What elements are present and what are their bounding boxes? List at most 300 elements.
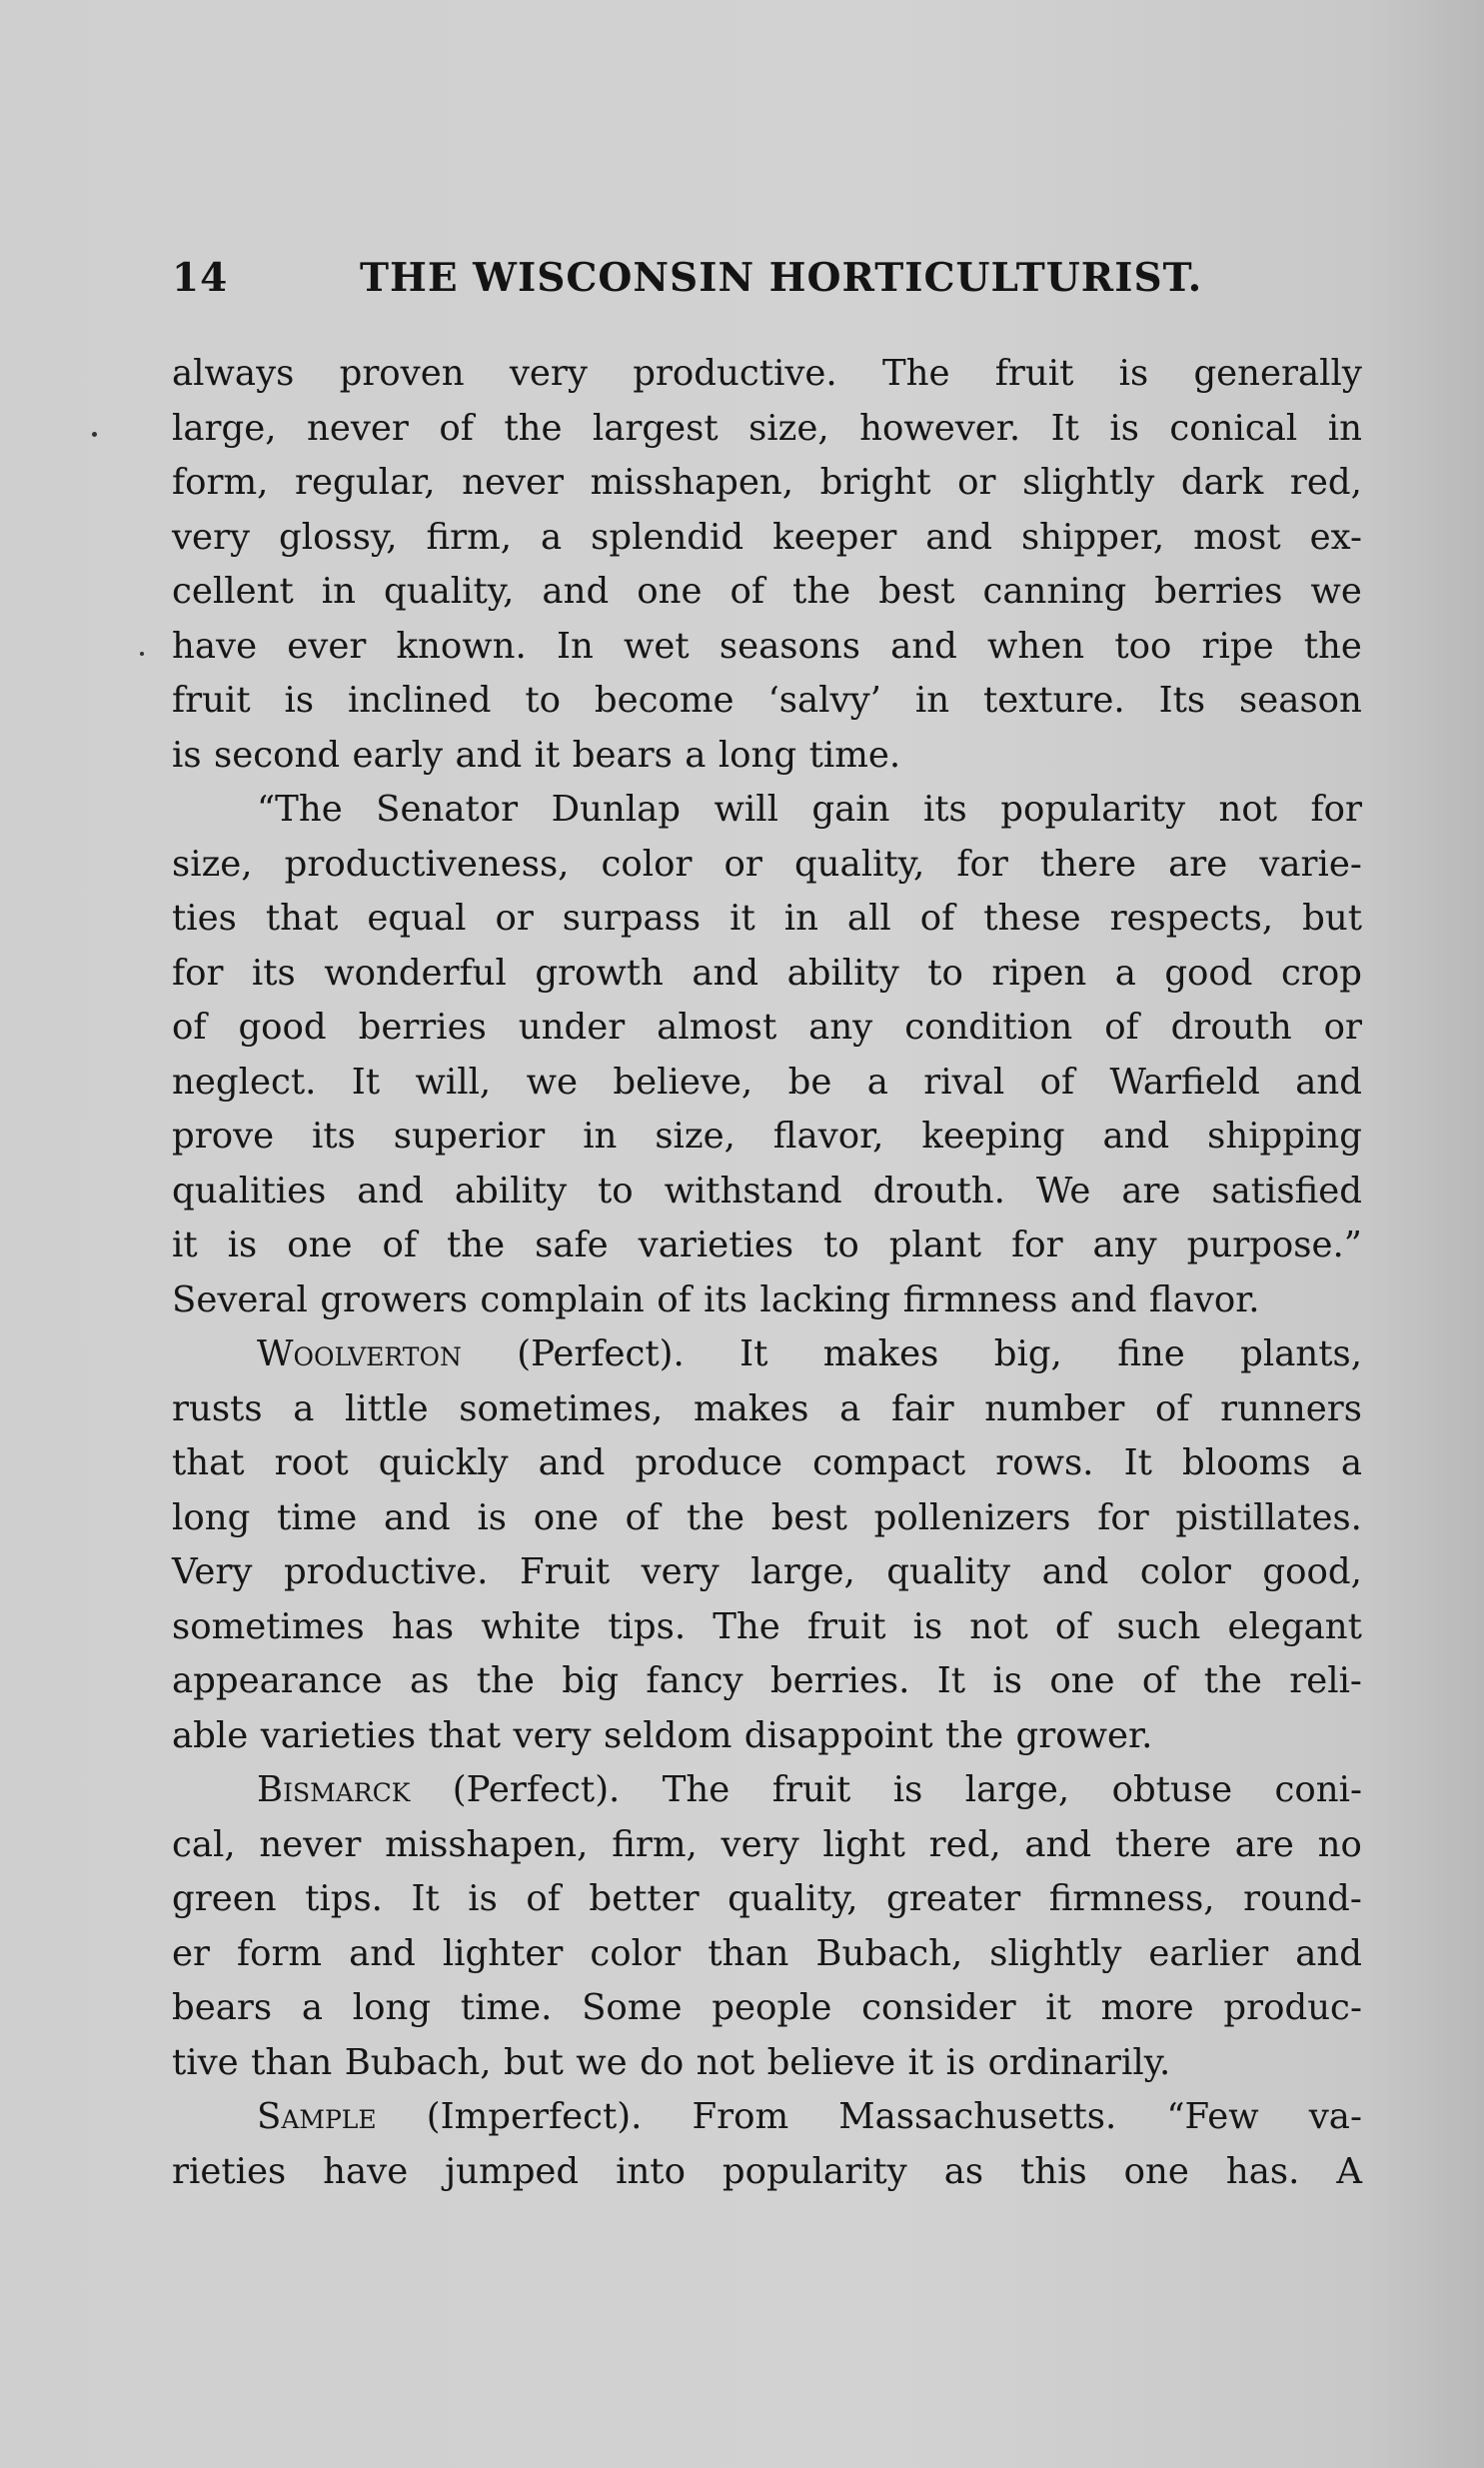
word: berries. (769, 1660, 910, 1701)
word: of (382, 1225, 417, 1265)
word: light (822, 1823, 905, 1865)
word: and (384, 1496, 451, 1538)
word: for (956, 843, 1008, 885)
word: Its (1158, 680, 1206, 721)
text-line (172, 1927, 1362, 1982)
word: reli- (1289, 1660, 1362, 1701)
word: one (1049, 1660, 1115, 1701)
word: we (576, 2041, 628, 2083)
word: popularity (722, 2150, 907, 2192)
word: equal (367, 898, 467, 939)
word: jumped (445, 2150, 580, 2192)
word: to (823, 1225, 859, 1265)
word: fruit (172, 680, 251, 721)
word: form (236, 1932, 323, 1974)
text-line (172, 674, 1362, 729)
word: a (839, 1387, 861, 1429)
word: varie- (1259, 843, 1362, 885)
word: In (556, 625, 594, 667)
word: there (1114, 1823, 1212, 1865)
word: best (770, 1496, 847, 1538)
word: one (533, 1496, 599, 1538)
word: the (792, 571, 851, 612)
word: and (349, 1932, 416, 1974)
word: a (1340, 1442, 1362, 1483)
word: has (391, 1605, 455, 1647)
word: qualities (172, 1170, 327, 1212)
word: productive. (633, 353, 837, 394)
word: bright (819, 462, 931, 503)
word: in (583, 1116, 618, 1157)
print-speck (92, 432, 97, 437)
word: and (890, 625, 957, 667)
word: (Imperfect). (426, 2096, 643, 2137)
page-number: 14 (172, 255, 229, 301)
text-line (172, 1382, 1362, 1437)
word: of (730, 571, 765, 612)
word: any (1092, 1225, 1157, 1265)
word: it (907, 2041, 934, 2083)
word: best (878, 571, 955, 612)
text-line (172, 1001, 1362, 1056)
word: is (172, 734, 202, 776)
word: plants, (1240, 1333, 1362, 1374)
word: and (538, 1442, 606, 1483)
word: runners (1220, 1387, 1362, 1429)
word: It (1123, 1442, 1152, 1483)
word: time. (808, 734, 901, 776)
word: “Few (1166, 2096, 1259, 2137)
word: one (637, 571, 703, 612)
word: of (1054, 1605, 1090, 1647)
word: keeper (772, 516, 897, 558)
word: root (274, 1442, 349, 1483)
word: to (927, 952, 963, 994)
text-line (172, 1273, 1362, 1328)
word: it (172, 1225, 198, 1265)
word: time. (460, 1987, 553, 2028)
word: and (692, 952, 759, 994)
word: will (714, 789, 778, 830)
word: wet (624, 625, 690, 667)
word: that (172, 1442, 245, 1483)
word: such (1116, 1605, 1201, 1647)
word: one (1123, 2150, 1189, 2192)
word: It (411, 1878, 440, 1919)
word: that (428, 1714, 502, 1756)
word: will, (415, 1061, 492, 1103)
text-line (172, 947, 1362, 1002)
word: quickly (378, 1442, 509, 1483)
word: Fruit (520, 1551, 611, 1592)
word: popularity (1000, 789, 1186, 830)
word: drouth (1170, 1007, 1292, 1048)
word: quality, (793, 843, 925, 885)
word: no (1317, 1823, 1362, 1865)
word: white (481, 1605, 582, 1647)
word: early (352, 734, 444, 776)
word: makes (822, 1333, 939, 1374)
word: good (238, 1007, 327, 1048)
word: and (357, 1170, 424, 1212)
word: generally (1193, 353, 1362, 394)
word: elegant (1227, 1605, 1362, 1647)
word: misshapen, (590, 462, 794, 503)
word: and (925, 516, 992, 558)
word: produc- (1223, 1987, 1362, 2028)
word: known. (396, 625, 527, 667)
word: earlier (1148, 1932, 1269, 1974)
text-line (172, 1110, 1362, 1165)
word: is (477, 1496, 508, 1538)
word: varieties (638, 1225, 794, 1265)
word: into (616, 2150, 686, 2192)
word: we (1310, 571, 1362, 612)
word: cal, (172, 1823, 236, 1865)
word: large, (750, 1551, 855, 1592)
word: blooms (1181, 1442, 1311, 1483)
word: and (1041, 1551, 1109, 1592)
word: firmness, (1048, 1878, 1215, 1919)
word: crop (1280, 952, 1362, 994)
word: and (1295, 1061, 1362, 1103)
word: most (1193, 516, 1281, 558)
text-line (172, 1600, 1362, 1655)
word: gain (811, 789, 890, 830)
text-line (172, 1709, 1362, 1764)
word: cellent (172, 571, 294, 612)
word: of (1039, 1061, 1075, 1103)
text-line (172, 1436, 1362, 1491)
word: “The (257, 789, 343, 830)
text-line (172, 729, 1362, 784)
word: never (462, 462, 565, 503)
word: varieties (260, 1714, 417, 1756)
word: of (625, 1496, 661, 1538)
word: A (1336, 2150, 1362, 2192)
word: or (724, 843, 762, 885)
text-line (172, 620, 1362, 675)
word: proven (339, 353, 465, 394)
word: va- (1308, 2096, 1362, 2137)
word: very (513, 1714, 592, 1756)
word: do (640, 2041, 685, 2083)
word: more (1100, 1987, 1194, 2028)
word: or (1323, 1007, 1362, 1048)
text-line (172, 456, 1362, 511)
word: greater (886, 1878, 1021, 1919)
word: good, (1262, 1551, 1362, 1592)
word: its (922, 789, 967, 830)
word: able (172, 1714, 249, 1756)
word: become (594, 680, 735, 721)
word: little (345, 1387, 429, 1429)
word: the (504, 407, 563, 449)
word: tive (172, 2041, 239, 2083)
word: fruit (806, 1605, 886, 1647)
word: one (287, 1225, 353, 1265)
word: not (696, 2041, 755, 2083)
text-line (172, 892, 1362, 947)
word: lacking (759, 1278, 891, 1320)
paragraph (172, 783, 1362, 1327)
word: the (476, 1660, 535, 1701)
word: green (172, 1878, 277, 1919)
word: a (1114, 952, 1136, 994)
text-line (172, 565, 1362, 620)
word: The (881, 353, 950, 394)
word: there (1039, 843, 1137, 885)
word: splendid (591, 516, 744, 558)
word: red, (928, 1823, 1001, 1865)
word: a (685, 734, 707, 776)
word: keeping (921, 1116, 1065, 1157)
word: firmness (902, 1278, 1058, 1320)
word: or (495, 898, 534, 939)
word: coni- (1274, 1769, 1362, 1810)
word: firm, (612, 1823, 698, 1865)
word: Some (582, 1987, 683, 2028)
word: Dunlap (551, 789, 682, 830)
word: consider (861, 1987, 1016, 2028)
word: neglect. (172, 1061, 317, 1103)
word: it (1045, 1987, 1071, 2028)
word: is (284, 680, 315, 721)
word: misshapen, (385, 1823, 589, 1865)
word: rieties (172, 2150, 287, 2192)
word: wonderful (324, 952, 507, 994)
word: good (1164, 952, 1253, 994)
word: round- (1243, 1878, 1362, 1919)
word: but (1302, 898, 1362, 939)
word: glossy, (279, 516, 398, 558)
word: very (641, 1551, 720, 1592)
page-header (172, 255, 1203, 315)
word: berries (358, 1007, 487, 1048)
word: shipping (1207, 1116, 1362, 1157)
word: size, (172, 843, 253, 885)
word: ex- (1309, 516, 1362, 558)
word: flavor. (1148, 1278, 1260, 1320)
word: its (251, 952, 296, 994)
word: largest (592, 407, 719, 449)
word: very (721, 1823, 799, 1865)
word: fruit (771, 1769, 851, 1810)
word: have (323, 2150, 409, 2192)
word: withstand (664, 1170, 842, 1212)
word: color (1139, 1551, 1231, 1592)
text-line (172, 783, 1362, 838)
word: and (1024, 1823, 1092, 1865)
word: is (892, 1769, 923, 1810)
word: lighter (442, 1932, 564, 1974)
word: has. (1225, 2150, 1300, 2192)
word: pistillates. (1175, 1496, 1362, 1538)
word: tips. (608, 1605, 687, 1647)
word: is (992, 1660, 1022, 1701)
word: growers (320, 1278, 468, 1320)
word: its (312, 1116, 356, 1157)
word: its (704, 1278, 747, 1320)
word: be (787, 1061, 832, 1103)
word: for (1097, 1496, 1149, 1538)
word: number (984, 1387, 1125, 1429)
word: safe (535, 1225, 609, 1265)
text-line (172, 1491, 1362, 1546)
word: long (172, 1496, 251, 1538)
word: this (1020, 2150, 1087, 2192)
word: It (936, 1660, 966, 1701)
word: big (562, 1660, 620, 1701)
paragraph (172, 1763, 1362, 2090)
word: makes (693, 1387, 809, 1429)
word: quality, (728, 1878, 858, 1919)
word: people (712, 1987, 832, 2028)
word: condition (904, 1007, 1073, 1048)
word: rows. (995, 1442, 1094, 1483)
word: bears (572, 734, 673, 776)
word: as (410, 1660, 450, 1701)
word: From (692, 2096, 789, 2137)
word: drouth. (872, 1170, 1005, 1212)
word: the (1203, 1660, 1262, 1701)
text-line (172, 2145, 1362, 2200)
word: in (1327, 407, 1362, 449)
word: second (214, 734, 341, 776)
word: however. (859, 407, 1021, 449)
word: er (172, 1932, 210, 1974)
word: shipper, (1020, 516, 1165, 558)
word: not (1218, 789, 1278, 830)
word: all (846, 898, 891, 939)
word: compact (812, 1442, 966, 1483)
word: ordinarily. (987, 2041, 1171, 2083)
word: superior (393, 1116, 546, 1157)
word: in (914, 680, 950, 721)
word: never (306, 407, 409, 449)
word: not (969, 1605, 1028, 1647)
word: to (525, 680, 561, 721)
word: is (1109, 407, 1139, 449)
word: ability (786, 952, 899, 994)
word: Bubach, (344, 2041, 492, 2083)
word: ripen (991, 952, 1087, 994)
word: Bubach, (815, 1932, 963, 1974)
word: tips. (305, 1878, 383, 1919)
text-line (172, 1165, 1362, 1220)
word: large, (172, 407, 277, 449)
word: any (808, 1007, 873, 1048)
word: and (455, 734, 523, 776)
word: fair (890, 1387, 954, 1429)
word: ever (287, 625, 367, 667)
word: never (259, 1823, 362, 1865)
word: ability (454, 1170, 568, 1212)
word: in (321, 571, 356, 612)
word: It (1050, 407, 1079, 449)
word: color (601, 843, 693, 885)
paragraph (172, 1327, 1362, 1763)
word: when (987, 625, 1085, 667)
word: very (172, 516, 251, 558)
word: slightly (1022, 462, 1155, 503)
word: Warfield (1109, 1061, 1260, 1103)
word: is (945, 2041, 976, 2083)
word: Senator (376, 789, 519, 830)
word: pollenizers (873, 1496, 1071, 1538)
body-text (172, 347, 1362, 2199)
word: and (542, 571, 610, 612)
variety-name: Sample (257, 2096, 377, 2137)
word: firm, (426, 516, 513, 558)
word: obtuse (1111, 1769, 1233, 1810)
word: slightly (989, 1932, 1122, 1974)
word: of (1141, 1660, 1177, 1701)
word: we (526, 1061, 579, 1103)
word: It (351, 1061, 381, 1103)
word: of (919, 898, 955, 939)
word: quality, (384, 571, 515, 612)
word: form, (172, 462, 269, 503)
text-line (172, 2090, 1362, 2145)
word: the (446, 1225, 506, 1265)
text-line (172, 1818, 1362, 1873)
word: The (713, 1605, 780, 1647)
word: than (708, 1932, 789, 1974)
word: a (293, 1387, 315, 1429)
word: than (251, 2041, 333, 2083)
word: for (1011, 1225, 1063, 1265)
text-line (172, 1872, 1362, 1927)
word: and (1069, 1278, 1137, 1320)
word: of (439, 407, 474, 449)
word: a (541, 516, 563, 558)
word: for (1310, 789, 1362, 830)
word: are (1234, 1823, 1294, 1865)
word: in (783, 898, 818, 939)
word: sometimes (172, 1605, 365, 1647)
text-line (172, 1981, 1362, 2036)
word: dark (1180, 462, 1264, 503)
word: satisfied (1211, 1170, 1362, 1212)
word: very (509, 353, 588, 394)
text-line (172, 1056, 1362, 1111)
word: the (1303, 625, 1362, 667)
word: size, (748, 407, 829, 449)
word: fine (1117, 1333, 1185, 1374)
word: color (590, 1932, 682, 1974)
word: growth (535, 952, 664, 994)
word: better (589, 1878, 700, 1919)
word: (Perfect). (517, 1333, 685, 1374)
text-line (172, 1763, 1362, 1818)
word: red, (1289, 462, 1362, 503)
word: for (172, 952, 224, 994)
word: of (1104, 1007, 1139, 1048)
word: ripe (1201, 625, 1274, 667)
word: is (227, 1225, 258, 1265)
text-line (172, 511, 1362, 566)
word: ‘salvy’ (767, 680, 881, 721)
word: always (172, 353, 295, 394)
word: Massachusetts. (838, 2096, 1117, 2137)
text-line (172, 838, 1362, 893)
word: Very (172, 1551, 253, 1592)
paragraph (172, 2090, 1362, 2199)
word: under (518, 1007, 626, 1048)
word: fruit (994, 353, 1074, 394)
word: of (526, 1878, 561, 1919)
